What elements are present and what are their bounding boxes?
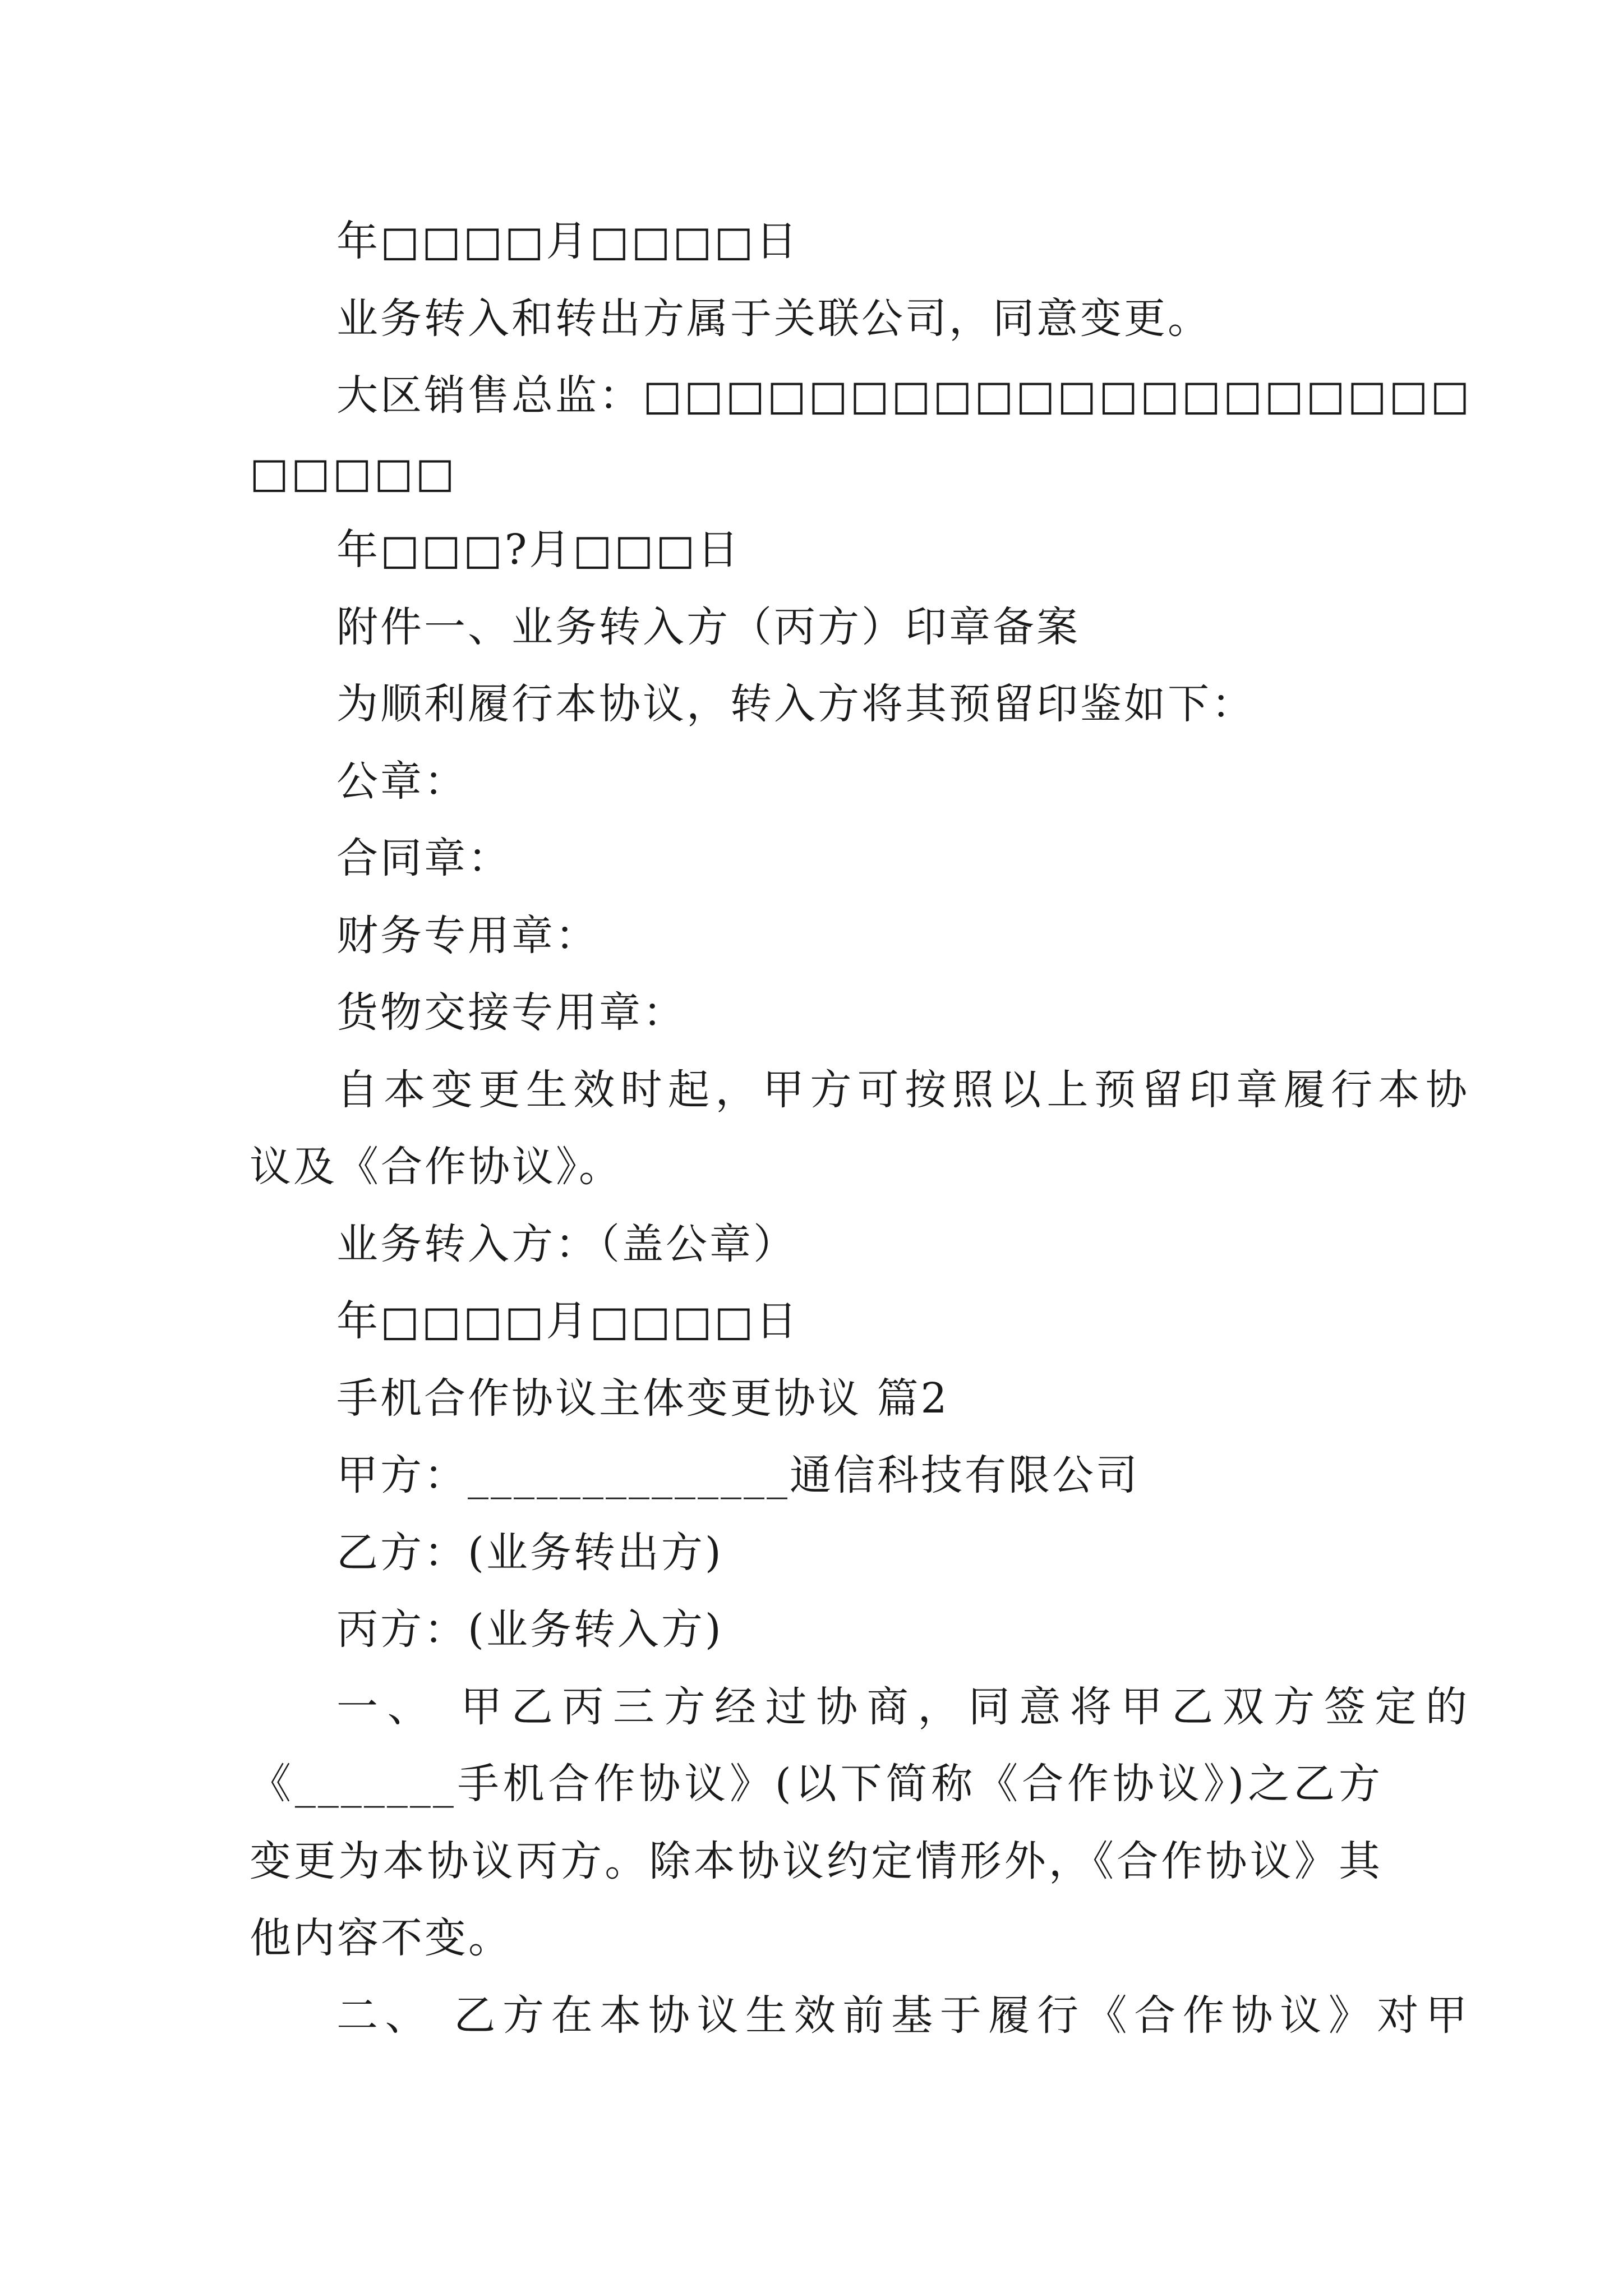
clause-1-line-3: 变更为本协议丙方。除本协议约定情形外，《合作协议》其 [250,1837,1382,1885]
party-b-line: 乙方：(业务转出方) [336,1529,723,1577]
transferee-seal-line: 业务转入方：（盖公章） [336,1220,797,1268]
contract-seal-label: 合同章： [336,834,511,882]
date-line: 年□□□?月□□□日 [336,526,741,574]
date-line: 年□□□□月□□□□日 [336,1297,800,1345]
paragraph-related-company: 业务转入和转出方属于关联公司，同意变更。 [336,295,1211,343]
party-a-line: 甲方：______________通信科技有限公司 [336,1451,1140,1499]
section-title: 手机合作协议主体变更协议 篇2 [336,1374,949,1423]
paragraph-seal-intro: 为顺利履行本协议，转入方将其预留印鉴如下： [336,680,1255,728]
goods-handover-seal-label: 货物交接专用章： [336,988,686,1037]
party-c-line: 丙方：(业务转入方) [336,1605,723,1654]
official-seal-label: 公章： [336,757,468,806]
regional-sales-director-line: 大区销售总监：□□□□□□□□□□□□□□□□□□□□ [336,371,1472,420]
clause-1-line-4: 他内容不变。 [250,1914,512,1962]
clause-2-line-1: 二、 乙方在本协议生效前基于履行《合作协议》对甲 [336,1991,1469,2040]
date-line: 年□□□□月□□□□日 [336,217,800,265]
clause-1-line-2: 《_______手机合作协议》(以下简称《合作协议》)之乙方 [250,1760,1382,1808]
finance-seal-label: 财务专用章： [336,912,599,960]
paragraph-effective-line-1: 自本变更生效时起，甲方可按照以上预留印章履行本协 [336,1066,1469,1114]
signature-boxes-line: □□□□□ [250,449,457,497]
clause-1-line-1: 一、 甲乙丙三方经过协商，同意将甲乙双方签定的 [336,1683,1469,1731]
paragraph-effective-line-2: 议及《合作协议》。 [250,1143,623,1191]
attachment-heading: 附件一、业务转入方（丙方）印章备案 [336,603,1080,651]
